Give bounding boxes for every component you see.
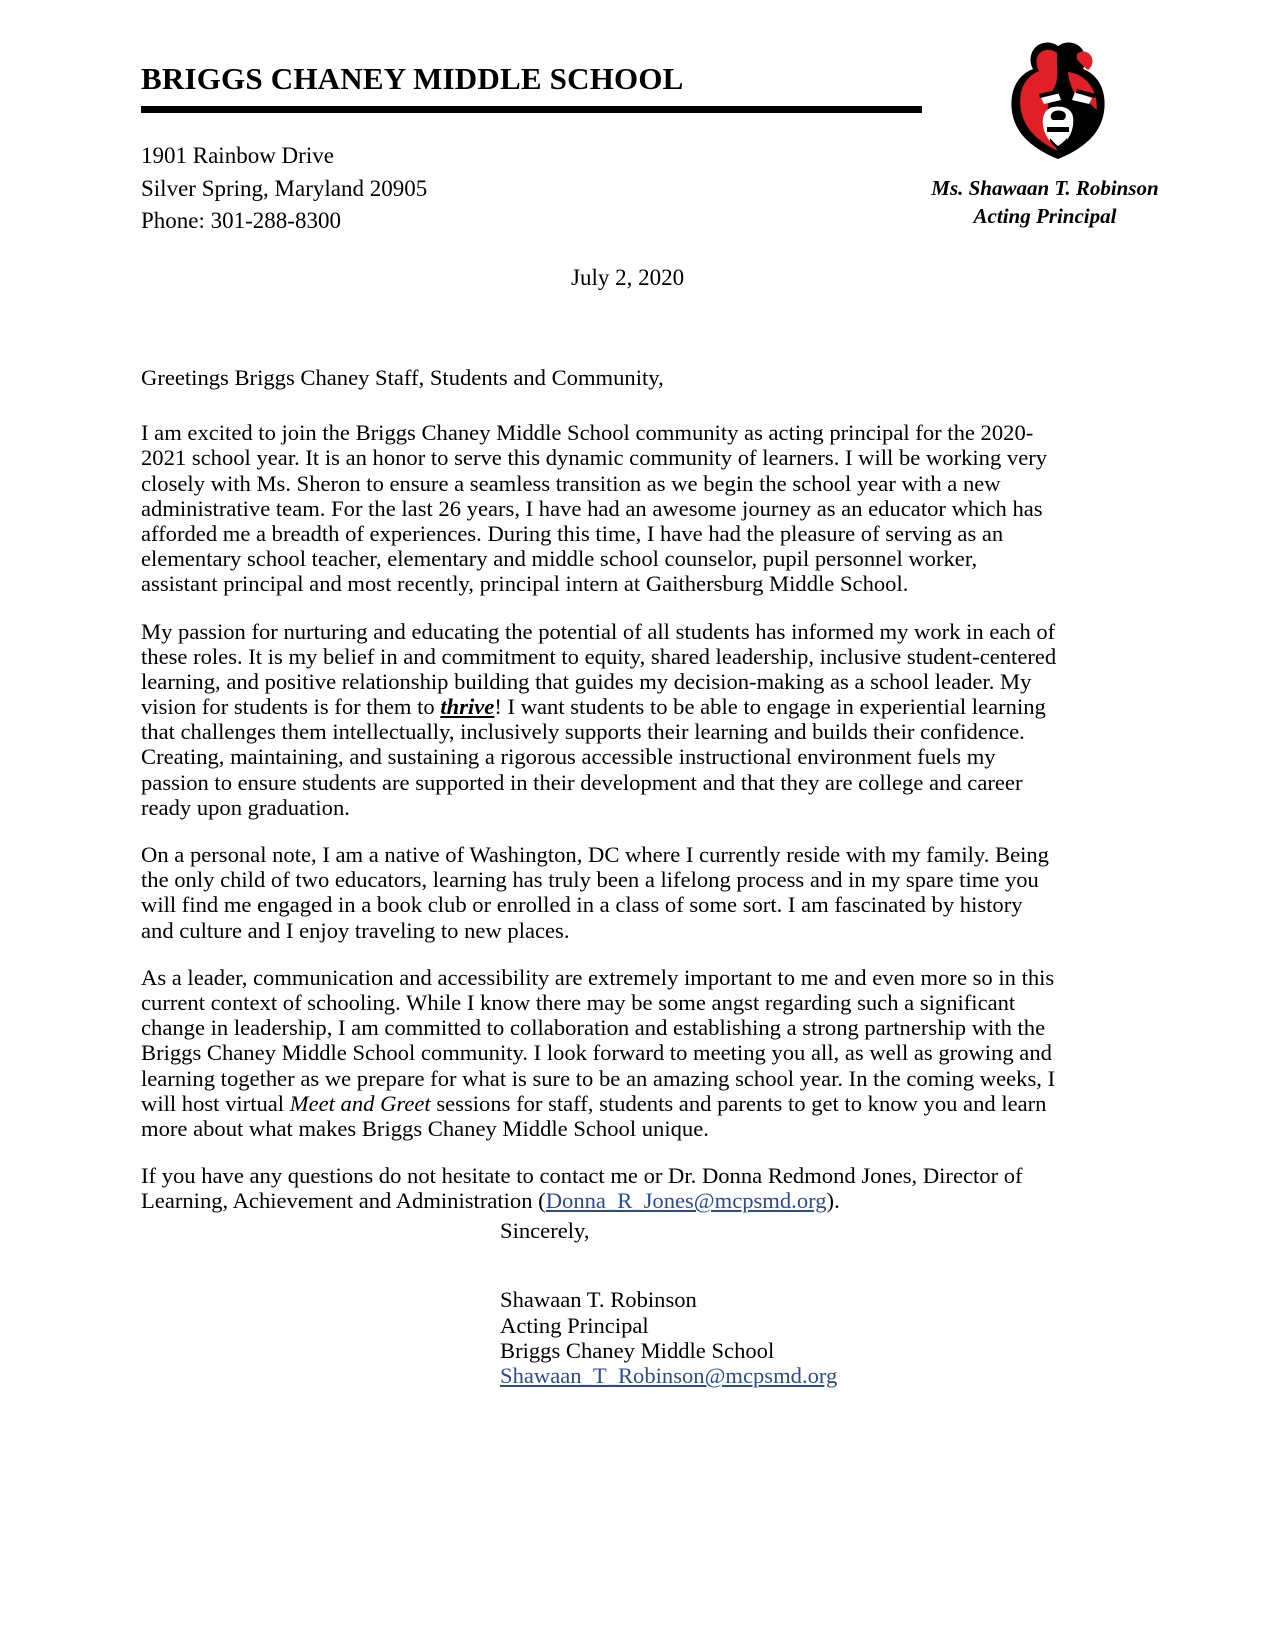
signature-name: Shawaan T. Robinson [500,1287,697,1313]
letterhead-divider-rule [141,106,922,113]
letter-paragraph-2 [141,619,1058,821]
letter-paragraph-4 [141,965,1058,1141]
address-street: 1901 Rainbow Drive [141,143,334,168]
paragraph-5-text-after: ). [826,1188,840,1214]
letter-date: July 2, 2020 [571,265,685,290]
letter-greeting: Greetings Briggs Chaney Staff, Students and Community, [141,365,664,390]
emphasis-meet-and-greet: Meet and Greet [289,1090,431,1116]
signature-closing: Sincerely, [500,1218,590,1243]
school-name-heading: BRIGGS CHANEY MIDDLE SCHOOL [141,61,684,96]
letter-paragraph-3: On a personal note, I am a native of Washington, DC where I currently reside with my family. Being the only child of two educators, learning has truly been a lifelong process and in my spare time you will find me engaged in a book club or enrolled in a class of some sort. I am fascinated by history and culture and I enjoy traveling to new places. [141,842,1049,943]
paragraph-2-text-after: ! I want students to be able to engage in experiential learning that challenges them intellectually, inclusively supports their learning and builds their confidence. Creating, maintaining, and sustaining a rigorous accessible instructional environment fuels my passion to ensure students are supported in their development and that they are college and career ready upon graduation. [141,694,1046,820]
signature-school: Briggs Chaney Middle School [500,1337,775,1363]
principal-title: Acting Principal [973,203,1117,228]
signature-title: Acting Principal [500,1312,649,1338]
address-city-state-zip: Silver Spring, Maryland 20905 [141,175,428,201]
emphasis-thrive: thrive [440,694,495,720]
letter-paragraph-5 [141,1163,1058,1213]
bear-mascot-logo-icon [998,42,1118,160]
letterhead [141,62,1131,113]
email-link-donna-jones[interactable]: Donna_R_Jones@mcpsmd.org [545,1188,827,1214]
paragraph-5-text-before: If you have any questions do not hesitate to contact me or Dr. Donna Redmond Jones, Director of Learning, Achievement and Administration ( [141,1163,1023,1214]
email-link-shawaan-robinson[interactable]: Shawaan_T_Robinson@mcpsmd.org [500,1363,838,1389]
address-phone: Phone: 301-288-8300 [141,208,341,234]
principal-name: Ms. Shawaan T. Robinson [931,176,1159,200]
paragraph-2-text-before: My passion for nurturing and educating the potential of all students has informed my work in each of these roles. It is my belief in and commitment to equity, shared leadership, inclusive student-centered learning, and positive relationship building that guides my decision-making as a school leader. My vision for students is for them to [141,618,1057,720]
principal-identity-block [900,175,1190,230]
school-address-block [141,140,427,238]
paragraph-4-text-after: sessions for staff, students and parents to get to know you and learn more about what makes Briggs Chaney Middle School unique. [141,1090,1047,1141]
letter-paragraph-1: I am excited to join the Briggs Chaney Middle School community as acting principal for the 2020-2021 school year. It is an honor to serve this dynamic community of learners. I will be working very closely with Ms. Sheron to ensure a seamless transition as we begin the school year with a new administrative team. For the last 26 years, I have had an awesome journey as an educator which has afforded me a breadth of experiences. During this time, I have had the pleasure of serving as an elementary school teacher, elementary and middle school counselor, pupil personnel worker, assistant principal and most recently, principal intern at Gaithersburg Middle School. [141,420,1048,597]
letter-body [141,365,1058,1235]
signature-block [500,1218,837,1388]
paragraph-4-text-before: As a leader, communication and accessibility are extremely important to me and even more so in this current context of schooling. While I know there may be some angst regarding such a significant change in leadership, I am committed to collaboration and establishing a strong partnership with the Briggs Chaney Middle School community. I look forward to meeting you all, as well as growing and learning together as we prepare for what is sure to be an amazing school year. In the coming weeks, I will host virtual [141,964,1056,1116]
